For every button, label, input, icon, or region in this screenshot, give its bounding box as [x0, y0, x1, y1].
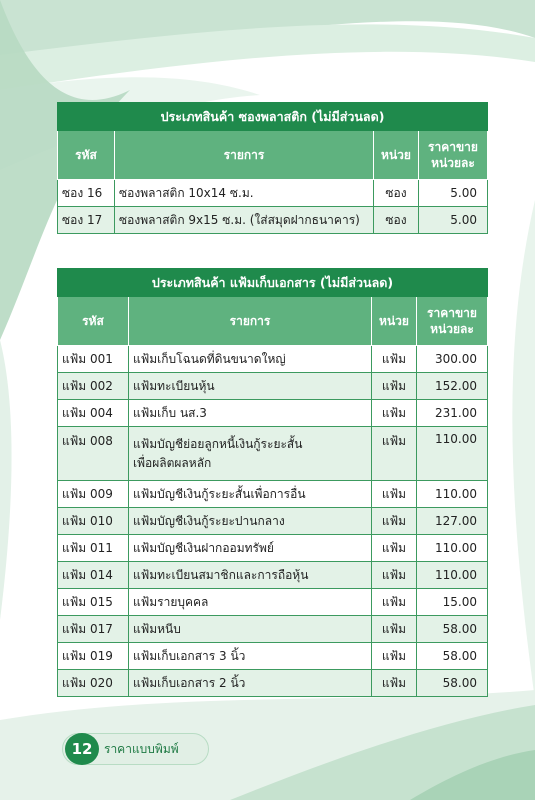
cell-price: 58.00: [417, 670, 488, 697]
cell-code: แฟ้ม 017: [58, 616, 129, 643]
header-price: [419, 131, 488, 180]
table-row: [58, 180, 488, 207]
table-row: [58, 481, 488, 508]
header-code: รหัส: [58, 131, 115, 180]
cell-unit: แฟ้ม: [372, 373, 417, 400]
cell-code: แฟ้ม 020: [58, 670, 129, 697]
table-row: [58, 562, 488, 589]
table-row: [58, 589, 488, 616]
cell-price: 110.00: [417, 427, 488, 481]
cell-item: แฟ้มเก็บเอกสาร 2 นิ้ว: [129, 670, 372, 697]
header-unit: หน่วย: [372, 297, 417, 346]
cell-code: แฟ้ม 015: [58, 589, 129, 616]
cell-price: 5.00: [419, 180, 488, 207]
table-row: [58, 400, 488, 427]
cell-unit: แฟ้ม: [372, 589, 417, 616]
cell-unit: แฟ้ม: [372, 643, 417, 670]
cell-code: แฟ้ม 010: [58, 508, 129, 535]
cell-item: แฟ้มหนีบ: [129, 616, 372, 643]
table-row: [58, 616, 488, 643]
header-item: รายการ: [129, 297, 372, 346]
cell-code: แฟ้ม 011: [58, 535, 129, 562]
table-row: [58, 670, 488, 697]
cell-item: ซองพลาสติก 9x15 ซ.ม. (ใส่สมุดฝากธนาคาร): [115, 207, 374, 234]
cell-code: แฟ้ม 001: [58, 346, 129, 373]
header-item: รายการ: [115, 131, 374, 180]
cell-unit: แฟ้ม: [372, 535, 417, 562]
cell-price: 58.00: [417, 643, 488, 670]
header-price-line1: ราคาขาย: [427, 306, 477, 320]
header-price: [417, 297, 488, 346]
cell-unit: ซอง: [374, 207, 419, 234]
header-price-line2: หน่วยละ: [431, 156, 475, 170]
cell-code: แฟ้ม 008: [58, 427, 129, 481]
cell-unit: แฟ้ม: [372, 562, 417, 589]
cell-unit: แฟ้ม: [372, 427, 417, 481]
table-row: [58, 207, 488, 234]
table-row: [58, 427, 488, 481]
header-price-line2: หน่วยละ: [430, 322, 474, 336]
cell-item-line2: เพื่อผลิตผลหลัก: [133, 455, 212, 470]
cell-price: 110.00: [417, 481, 488, 508]
cell-code: แฟ้ม 019: [58, 643, 129, 670]
cell-item-line1: แฟ้มบัญชีย่อยลูกหนี้เงินกู้ระยะสั้น: [133, 436, 303, 451]
cell-item: [129, 427, 372, 481]
cell-price: 300.00: [417, 346, 488, 373]
table-title: ประเภทสินค้า แฟ้มเก็บเอกสาร (ไม่มีส่วนลด): [58, 269, 488, 297]
table-row: [58, 535, 488, 562]
cell-item: แฟ้มเก็บเอกสาร 3 นิ้ว: [129, 643, 372, 670]
document-folder-price-table: [57, 268, 488, 697]
cell-item: แฟ้มเก็บโฉนดที่ดินขนาดใหญ่: [129, 346, 372, 373]
cell-code: แฟ้ม 014: [58, 562, 129, 589]
cell-item: แฟ้มทะเบียนสมาชิกและการถือหุ้น: [129, 562, 372, 589]
cell-unit: ซอง: [374, 180, 419, 207]
cell-item: แฟ้มเก็บ นส.3: [129, 400, 372, 427]
table-row: [58, 643, 488, 670]
cell-price: 110.00: [417, 535, 488, 562]
cell-item: แฟ้มบัญชีเงินกู้ระยะสั้นเพื่อการอื่น: [129, 481, 372, 508]
cell-code: แฟ้ม 004: [58, 400, 129, 427]
cell-unit: แฟ้ม: [372, 616, 417, 643]
cell-price: 110.00: [417, 562, 488, 589]
cell-item: แฟ้มบัญชีเงินฝากออมทรัพย์: [129, 535, 372, 562]
cell-price: 127.00: [417, 508, 488, 535]
header-code: รหัส: [58, 297, 129, 346]
cell-price: 231.00: [417, 400, 488, 427]
table-row: [58, 346, 488, 373]
header-unit: หน่วย: [374, 131, 419, 180]
header-price-line1: ราคาขาย: [428, 140, 478, 154]
table-row: [58, 508, 488, 535]
cell-code: แฟ้ม 009: [58, 481, 129, 508]
cell-unit: แฟ้ม: [372, 346, 417, 373]
table-row: [58, 373, 488, 400]
cell-item: แฟ้มทะเบียนหุ้น: [129, 373, 372, 400]
cell-price: 152.00: [417, 373, 488, 400]
cell-unit: แฟ้ม: [372, 481, 417, 508]
table-title: ประเภทสินค้า ซองพลาสติก (ไม่มีส่วนลด): [58, 103, 488, 131]
page-section-label: ราคาแบบพิมพ์: [104, 742, 179, 756]
cell-price: 15.00: [417, 589, 488, 616]
cell-price: 58.00: [417, 616, 488, 643]
cell-price: 5.00: [419, 207, 488, 234]
cell-item: แฟ้มบัญชีเงินกู้ระยะปานกลาง: [129, 508, 372, 535]
cell-item: แฟ้มรายบุคคล: [129, 589, 372, 616]
cell-item: ซองพลาสติก 10x14 ซ.ม.: [115, 180, 374, 207]
cell-code: แฟ้ม 002: [58, 373, 129, 400]
cell-unit: แฟ้ม: [372, 508, 417, 535]
page-number: 12: [65, 733, 99, 765]
cell-code: ซอง 17: [58, 207, 115, 234]
plastic-envelope-price-table: [57, 102, 488, 234]
cell-unit: แฟ้ม: [372, 400, 417, 427]
cell-code: ซอง 16: [58, 180, 115, 207]
cell-unit: แฟ้ม: [372, 670, 417, 697]
